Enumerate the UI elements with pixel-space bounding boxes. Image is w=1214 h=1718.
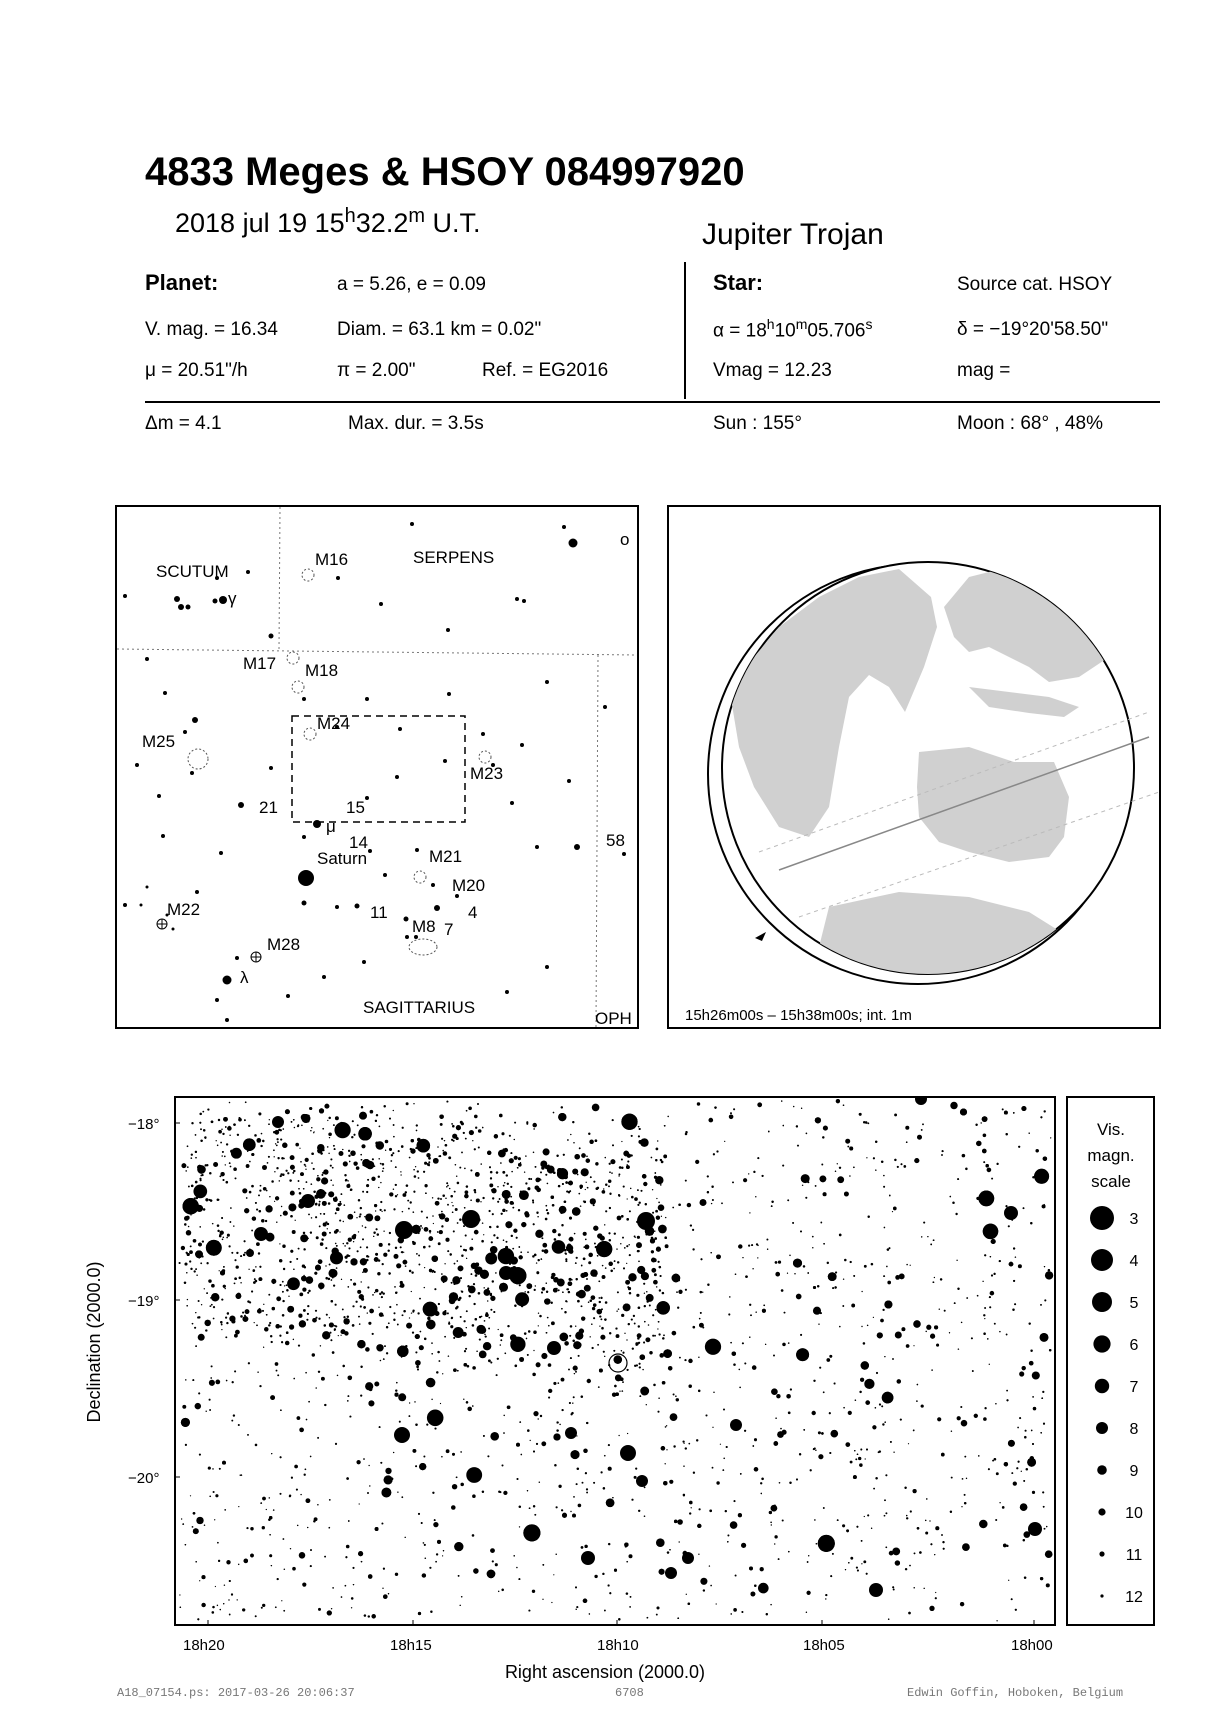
star-ra: $\alpha = 18^h10^m05.706^s$: [713, 316, 873, 342]
label-14: 14: [349, 833, 368, 852]
star-source: Source cat. HSOY: [957, 274, 1113, 295]
label-mu: μ: [326, 817, 336, 836]
label-m21: M21: [429, 847, 463, 866]
planet-orbit: a = 5.26, e = 0.09: [337, 274, 486, 295]
legend-label-mag-7: 7: [1129, 1379, 1139, 1396]
legend-title-2: magn.: [1087, 1146, 1135, 1165]
moon-info: Moon : 68° , 48%: [957, 413, 1103, 434]
legend-label-mag-5: 5: [1129, 1295, 1139, 1312]
legend-title-1: Vis.: [1096, 1120, 1126, 1139]
legend-dot-mag-11: [1099, 1551, 1104, 1556]
legend-dot-mag-12: [1100, 1594, 1103, 1597]
planet-motion: μ = 20.51"/h: [145, 360, 248, 381]
label-gamma: γ: [228, 589, 237, 608]
label-omicron: o: [620, 530, 630, 549]
planet-heading: Planet:: [145, 270, 219, 295]
legend-dot-mag-5: [1092, 1292, 1112, 1312]
star-vmag: Vmag = 12.23: [713, 360, 832, 381]
legend-label-mag-8: 8: [1129, 1421, 1139, 1438]
label-oph: OPH: [595, 1009, 632, 1027]
label-serpens: SERPENS: [413, 548, 495, 567]
label-m17: M17: [243, 654, 277, 673]
label-m20: M20: [452, 876, 486, 895]
legend-label-mag-4: 4: [1129, 1253, 1139, 1270]
event-datetime: 2018 jul 19 15$^h$32.2$^m$ U.T.: [175, 205, 481, 238]
planet-reference: Ref. = EG2016: [482, 360, 609, 381]
label-11: 11: [370, 903, 388, 922]
globe-caption: 15h26m00s – 15h38m00s; int. 1m: [685, 1007, 912, 1024]
legend-label-mag-9: 9: [1129, 1463, 1139, 1480]
label-sagittarius: SAGITTARIUS: [363, 998, 476, 1017]
y-tick-19: −19°: [128, 1293, 160, 1310]
label-lambda: λ: [240, 968, 249, 987]
legend-svg: [1068, 1098, 1153, 1624]
legend-dot-mag-8: [1096, 1422, 1108, 1434]
x-tick-1820: 18h20: [183, 1637, 225, 1654]
delta-mag: Δm = 4.1: [145, 413, 222, 434]
planet-vmag: V. mag. = 16.34: [145, 319, 278, 340]
label-m22: M22: [167, 900, 201, 919]
x-tick-1805: 18h05: [803, 1637, 845, 1654]
y-tick-20: −20°: [128, 1470, 160, 1487]
y-axis-label: Declination (2000.0): [84, 1261, 104, 1423]
star-mag: mag =: [957, 360, 1011, 381]
label-m28: M28: [267, 935, 301, 954]
label-58: 58: [606, 831, 625, 850]
x-tick-1800: 18h00: [1011, 1637, 1053, 1654]
footer-file: A18_07154.ps: 2017-03-26 20:06:37: [117, 1686, 355, 1700]
legend-dot-mag-6: [1093, 1335, 1110, 1352]
label-m23: M23: [470, 764, 504, 783]
legend-items: [1090, 1206, 1143, 1606]
label-4: 4: [468, 903, 478, 922]
legend-label-mag-6: 6: [1129, 1337, 1139, 1354]
star-dec: δ = −19°20'58.50": [957, 319, 1109, 340]
star-heading: Star:: [713, 270, 764, 295]
object-type: Jupiter Trojan: [702, 218, 884, 251]
legend-label-mag-11: 11: [1125, 1547, 1143, 1564]
footer-author: Edwin Goffin, Hoboken, Belgium: [907, 1686, 1124, 1700]
legend-dot-mag-10: [1098, 1508, 1105, 1515]
max-duration: Max. dur. = 3.5s: [348, 413, 484, 434]
legend-dot-mag-7: [1095, 1379, 1109, 1393]
label-m18: M18: [305, 661, 339, 680]
label-m25: M25: [142, 732, 176, 751]
legend-label-mag-12: 12: [1125, 1589, 1143, 1606]
legend-dot-mag-4: [1091, 1249, 1113, 1271]
label-15: 15: [346, 798, 365, 817]
label-7: 7: [444, 920, 454, 939]
page-title: 4833 Meges & HSOY 084997920: [145, 150, 745, 194]
planet-parallax: π = 2.00": [337, 360, 416, 381]
footer-number: 6708: [615, 1686, 644, 1700]
legend-label-mag-10: 10: [1125, 1505, 1143, 1522]
label-m8: M8: [412, 917, 436, 936]
legend-label-mag-3: 3: [1129, 1211, 1139, 1228]
x-tick-1810: 18h10: [597, 1637, 639, 1654]
legend-dot-mag-3: [1090, 1206, 1114, 1230]
y-tick-18: −18°: [128, 1116, 160, 1133]
legend-dot-mag-9: [1097, 1465, 1107, 1475]
x-tick-1815: 18h15: [390, 1637, 432, 1654]
x-axis-label: Right ascension (2000.0): [504, 1662, 706, 1682]
label-m24: M24: [317, 714, 351, 733]
magnitude-legend: [1066, 1096, 1155, 1626]
sun-elongation: Sun : 155°: [713, 413, 802, 434]
legend-title-3: scale: [1091, 1172, 1131, 1191]
planet-diameter: Diam. = 63.1 km = 0.02": [337, 319, 542, 340]
label-m16: M16: [315, 550, 349, 569]
label-saturn: Saturn: [317, 849, 368, 868]
label-scutum: SCUTUM: [156, 562, 229, 581]
label-21: 21: [259, 798, 278, 817]
